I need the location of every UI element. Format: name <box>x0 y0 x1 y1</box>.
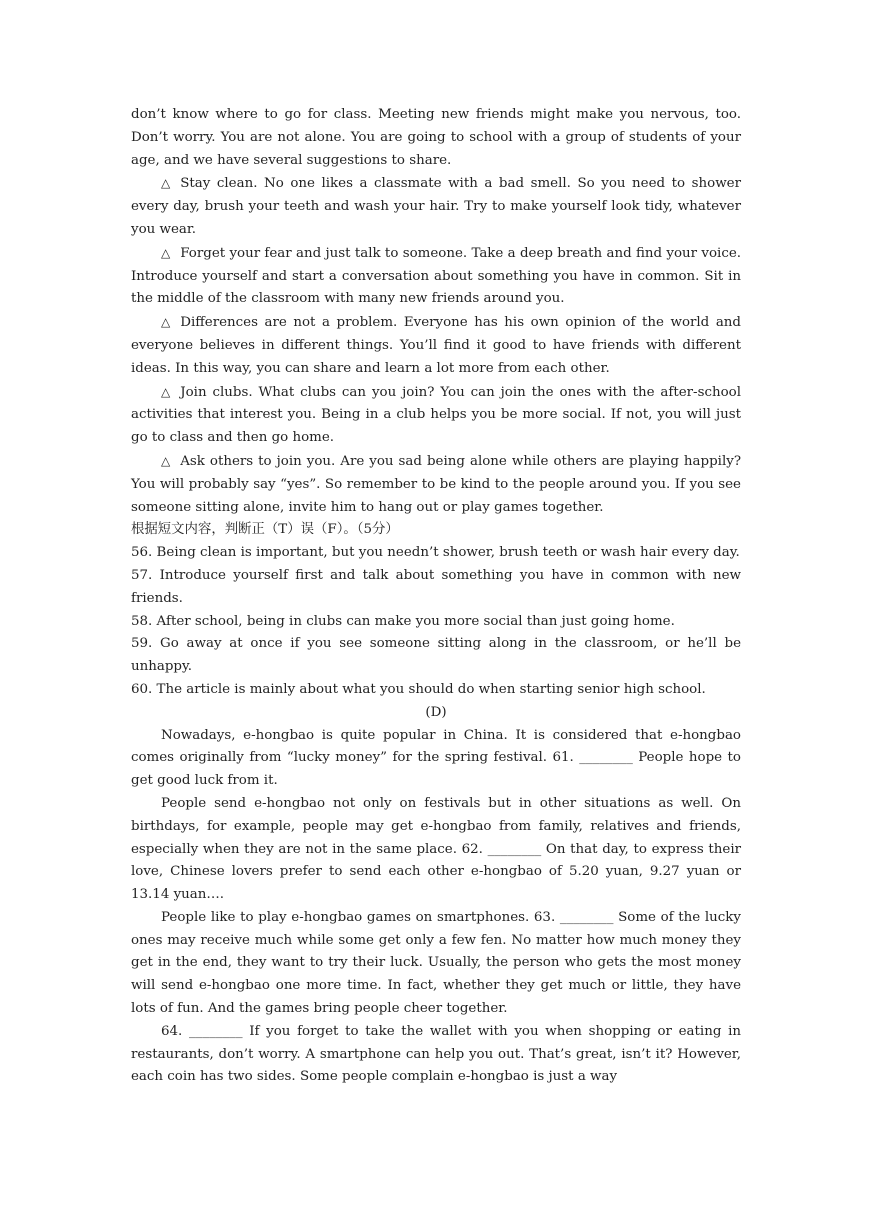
instruction: 根据短文内容，判断正（T）误（F）。（5分） <box>131 522 399 538</box>
tip-paragraph <box>131 242 741 311</box>
triangle-bullet-icon: △ <box>161 384 171 399</box>
tip-text: Stay clean. No one likes a classmate with a bad smell. So you need to shower every day, brush your teeth and wash your hair. Try to make yourself look tidy, whatever you wear. <box>131 176 741 237</box>
tip-paragraph <box>131 450 741 519</box>
question-56: 56. Being clean is important, but you needn’t shower, brush teeth or wash hair every day. <box>131 545 740 561</box>
passage-d-paragraph: 64. ________ If you forget to take the wallet with you when shopping or eating in restaurants, don’t worry. A smartphone can help you out. That’s great, isn’t it? However, each coin has two sides. Some people complain e-hongbao is just a way <box>131 1023 741 1085</box>
triangle-bullet-icon: △ <box>161 453 171 468</box>
section-heading: (D) <box>425 704 447 720</box>
triangle-bullet-icon: △ <box>161 315 171 330</box>
document-page <box>131 104 741 1089</box>
triangle-bullet-icon: △ <box>161 176 171 191</box>
passage-d-paragraph: Nowadays, e-hongbao is quite popular in China. It is considered that e-hongbao comes originally from “lucky money” for the spring festival. 61. ________ People hope to get good luck from it. <box>131 727 741 789</box>
tip-text: Forget your fear and just talk to someone. Take a deep breath and find your voice. Introduce yourself and start a conversation about something you have in common. Sit in the middle of the classroom with many new friends around you. <box>131 245 741 307</box>
tip-paragraph <box>131 311 741 380</box>
tip-text: Ask others to join you. Are you sad being alone while others are playing happily? You will probably say “yes”. So remember to be kind to the people around you. If you see someone sitting alone, invite him to hang out or play games together. <box>131 453 741 515</box>
tip-text: Differences are not a problem. Everyone has his own opinion of the world and everyone believes in different things. You’ll find it good to have friends with different ideas. In this way, you can share and learn a lot more from each other. <box>131 315 741 376</box>
passage-c-intro: don’t know where to go for class. Meeting new friends might make you nervous, too. Don’t worry. You are not alone. You are going to school with a group of students of your age, and we have several suggestions to share. <box>131 107 741 168</box>
question-60: 60. The article is mainly about what you should do when starting senior high school. <box>131 681 706 697</box>
tip-paragraph <box>131 172 741 241</box>
passage-d-paragraph: People like to play e-hongbao games on smartphones. 63. ________ Some of the lucky ones may receive much while some get only a few fen. No matter how much money they get in the end, they want to try their luck. Usually, the person who gets the most money will send e-hongbao one more time. In fact, whether they get much or little, they have lots of fun. And the games bring people cheer together. <box>131 909 741 1017</box>
question-59: 59. Go away at once if you see someone sitting along in the classroom, or he’ll be unhappy. <box>131 636 741 675</box>
tip-text: Join clubs. What clubs can you join? You can join the ones with the after-school activities that interest you. Being in a club helps you be more social. If not, you will just go to class and then go home. <box>131 384 741 446</box>
tip-paragraph <box>131 381 741 450</box>
triangle-bullet-icon: △ <box>161 245 171 260</box>
question-58: 58. After school, being in clubs can make you more social than just going home. <box>131 613 675 629</box>
question-57: 57. Introduce yourself first and talk about something you have in common with new friends. <box>131 567 741 606</box>
passage-d-paragraph: People send e-hongbao not only on festivals but in other situations as well. On birthdays, for example, people may get e-hongbao from family, relatives and friends, especially when they are not in the same place. 62. ________ On that day, to express their love, Chinese lovers prefer to send each other e-hongbao of 5.20 yuan, 9.27 yuan or 13.14 yuan…. <box>131 795 741 903</box>
